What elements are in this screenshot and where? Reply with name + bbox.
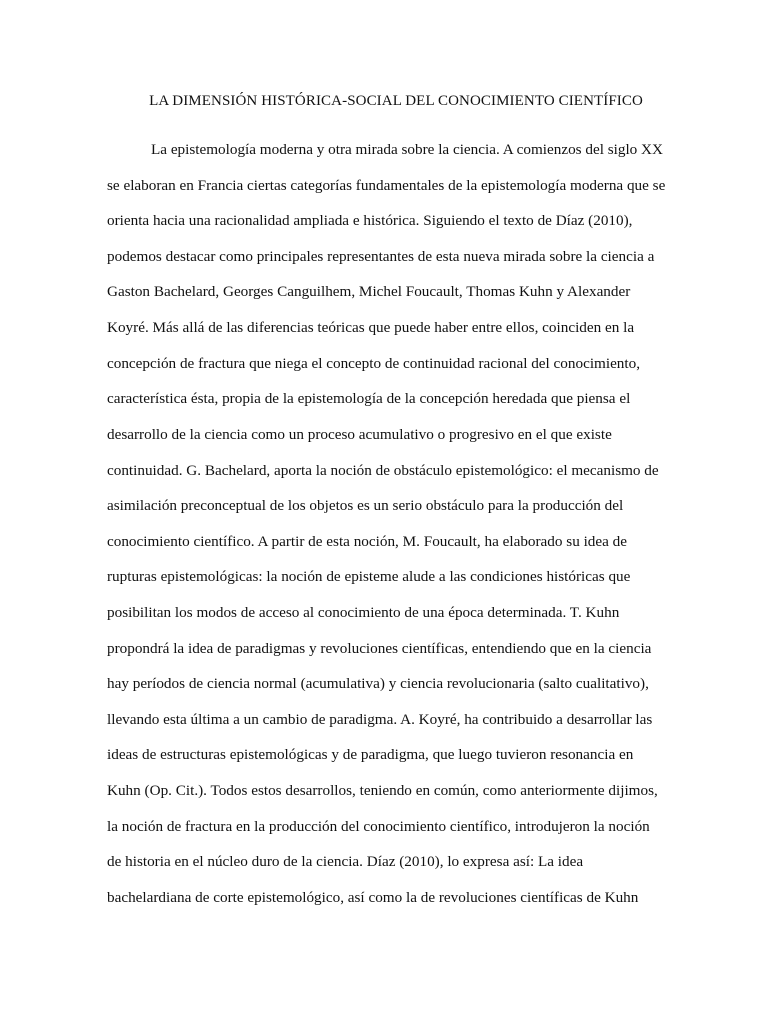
paragraph-line: la noción de fractura en la producción del conocimiento científico, introdujeron la noción [107,818,650,835]
paragraph-line: Kuhn (Op. Cit.). Todos estos desarrollos, teniendo en común, como anteriormente dijimos, [107,782,658,799]
paragraph-line: característica ésta, propia de la epistemología de la concepción heredada que piensa el [107,390,631,407]
paragraph-line: Gaston Bachelard, Georges Canguilhem, Michel Foucault, Thomas Kuhn y Alexander [107,283,631,300]
paragraph-line: conocimiento científico. A partir de esta noción, M. Foucault, ha elaborado su idea de [107,533,628,550]
paragraph-line: de historia en el núcleo duro de la ciencia. Díaz (2010), lo expresa así: La idea [107,853,584,870]
paragraph-line: Koyré. Más allá de las diferencias teóricas que puede haber entre ellos, coinciden en la [107,319,635,336]
paragraph-line: rupturas epistemológicas: la noción de episteme alude a las condiciones históricas que [107,568,631,585]
paragraph-line: ideas de estructuras epistemológicas y de paradigma, que luego tuvieron resonancia en [107,746,634,763]
paragraph-line: podemos destacar como principales representantes de esta nueva mirada sobre la ciencia a [107,248,655,265]
paragraph-line: bachelardiana de corte epistemológico, así como la de revoluciones científicas de Kuhn [107,889,639,906]
paragraph-line: concepción de fractura que niega el concepto de continuidad racional del conocimiento, [107,355,641,372]
paragraph-line: continuidad. G. Bachelard, aporta la noción de obstáculo epistemológico: el mecanismo de [107,462,659,479]
paragraph-line: asimilación preconceptual de los objetos es un serio obstáculo para la producción del [107,497,624,514]
paragraph-line: hay períodos de ciencia normal (acumulativa) y ciencia revolucionaria (salto cualitativo), [107,675,649,692]
paragraph-line: orienta hacia una racionalidad ampliada e histórica. Siguiendo el texto de Díaz (2010), [107,212,633,229]
paragraph-line: posibilitan los modos de acceso al conocimiento de una época determinada. T. Kuhn [107,604,620,621]
paragraph-line: se elaboran en Francia ciertas categorías fundamentales de la epistemología moderna que se [107,177,666,194]
paragraph-line: propondrá la idea de paradigmas y revoluciones científicas, entendiendo que en la ciencia [107,640,652,657]
document-title: LA DIMENSIÓN HISTÓRICA-SOCIAL DEL CONOCIMIENTO CIENTÍFICO [149,93,643,109]
paragraph-line: La epistemología moderna y otra mirada sobre la ciencia. A comienzos del siglo XX [151,141,663,158]
paragraph-line: desarrollo de la ciencia como un proceso acumulativo o progresivo en el que existe [107,426,612,443]
paragraph-line: llevando esta última a un cambio de paradigma. A. Koyré, ha contribuido a desarrollar las [107,711,653,728]
